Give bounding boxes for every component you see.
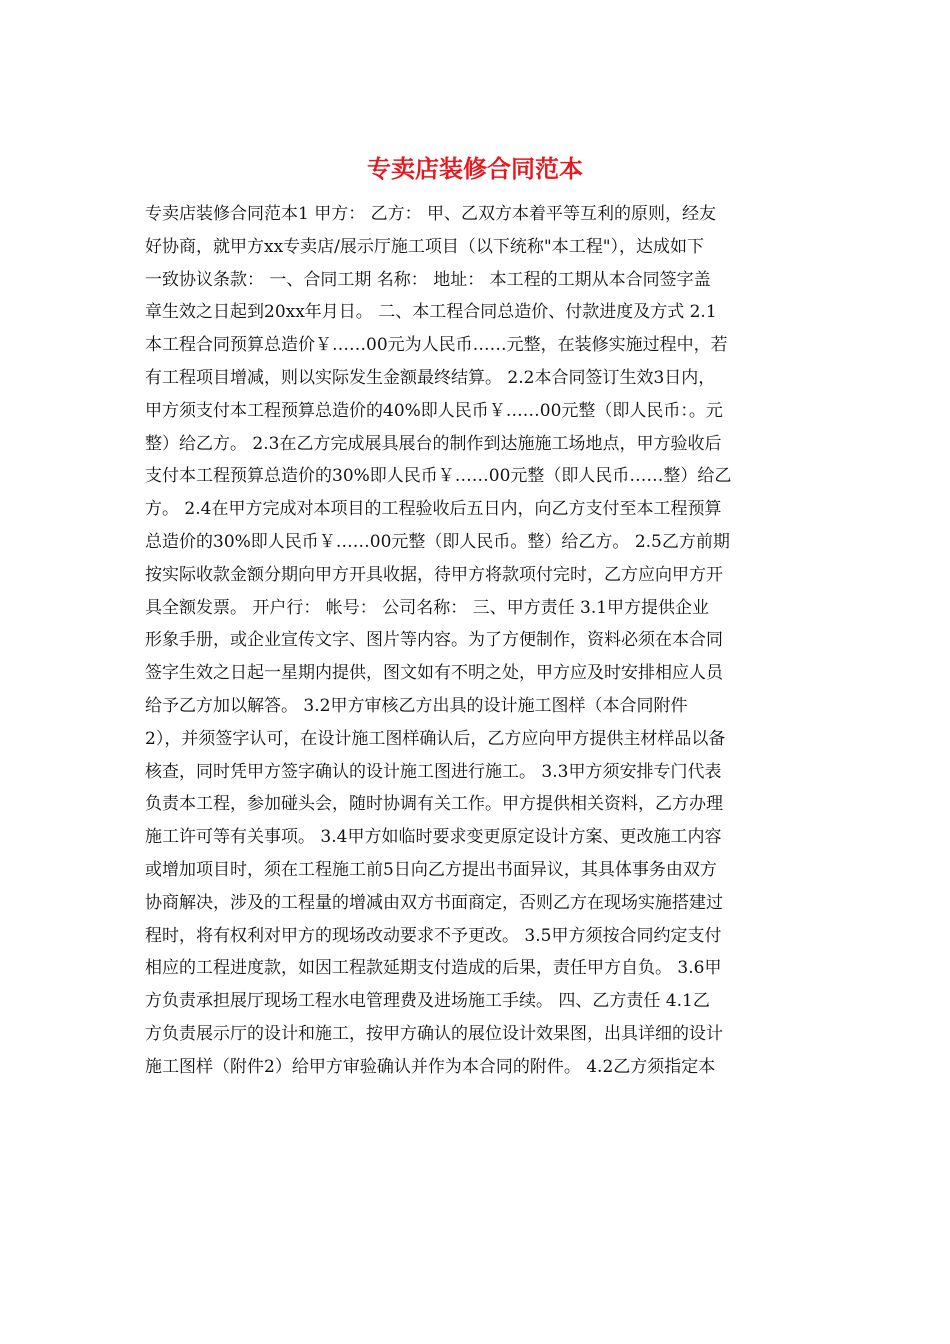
document-title: 专卖店装修合同范本	[367, 154, 583, 183]
body-line: 方负责承担展厅现场工程水电管理费及进场施工手续。 四、乙方责任 4.1乙	[145, 991, 710, 1012]
body-line: 方。 2.4在甲方完成对本项目的工程验收后五日内，向乙方支付至本工程预算	[145, 499, 722, 520]
body-line: 本工程合同预算总造价￥……00元为人民币……元整，在装修实施过程中，若	[145, 335, 728, 356]
body-line: 按实际收款金额分期向甲方开具收据，待甲方将款项付完时，乙方应向甲方开	[145, 564, 723, 585]
body-line: 核查，同时凭甲方签字确认的设计施工图进行施工。 3.3甲方须安排专门代表	[145, 761, 722, 782]
body-line: 或增加项目时，须在工程施工前5日向乙方提出书面异议，其具体事务由双方	[145, 859, 717, 880]
body-line: 负责本工程，参加碰头会，随时协调有关工作。甲方提供相关资料，乙方办理	[145, 794, 723, 815]
body-line: 给予乙方加以解答。 3.2甲方审核乙方出具的设计施工图样（本合同附件	[145, 695, 688, 716]
body-line: 有工程项目增减，则以实际发生金额最终结算。 2.2本合同签订生效3日内，	[145, 367, 716, 388]
body-line: 甲方须支付本工程预算总造价的40%即人民币￥……00元整（即人民币：。元	[145, 400, 723, 421]
body-line: 协商解决，涉及的工程量的增减由双方书面商定，否则乙方在现场实施搭建过	[145, 892, 723, 913]
body-line: 施工许可等有关事项。 3.4甲方如临时要求变更原定设计方案、更改施工内容	[145, 827, 722, 848]
body-line: 方负责展示厅的设计和施工，按甲方确认的展位设计效果图，出具详细的设计	[145, 1023, 723, 1044]
body-line: 相应的工程进度款，如因工程款延期支付造成的后果，责任甲方自负。 3.6甲	[145, 958, 722, 979]
body-line: 程时，将有权利对甲方的现场改动要求不予更改。 3.5甲方须按合同约定支付	[145, 925, 722, 946]
body-line: 总造价的30%即人民币￥……00元整（即人民币。整）给乙方。 2.5乙方前期	[145, 531, 730, 552]
body-line: 形象手册，或企业宣传文字、图片等内容。为了方便制作，资料必须在本合同	[145, 630, 723, 651]
body-line: 签字生效之日起一星期内提供，图文如有不明之处，甲方应及时安排相应人员	[145, 663, 723, 684]
body-line: 支付本工程预算总造价的30%即人民币￥……00元整（即人民币……整）给乙	[145, 466, 732, 487]
body-line: 专卖店装修合同范本1 甲方： 乙方： 甲、乙双方本着平等互利的原则，经友	[145, 204, 717, 224]
body-line: 2），并须签字认可，在设计施工图样确认后，乙方应向甲方提供主材样品以备	[145, 728, 726, 749]
body-line: 章生效之日起到20xx年月日。 二、本工程合同总造价、付款进度及方式 2.1	[145, 302, 717, 323]
body-line: 具全额发票。 开户行： 帐号： 公司名称： 三、甲方责任 3.1甲方提供企业	[145, 597, 710, 618]
body-line: 施工图样（附件2）给甲方审验确认并作为本合同的附件。 4.2乙方须指定本	[145, 1056, 716, 1077]
document-body	[145, 198, 805, 1084]
body-line: 整）给乙方。 2.3在乙方完成展具展台的制作到达施施工场地点，甲方验收后	[145, 433, 722, 454]
body-line: 好协商，就甲方xx专卖店/展示厅施工项目（以下统称"本工程"），达成如下	[145, 236, 705, 257]
body-line: 一致协议条款： 一、合同工期 名称： 地址： 本工程的工期从本合同签字盖	[145, 269, 711, 290]
